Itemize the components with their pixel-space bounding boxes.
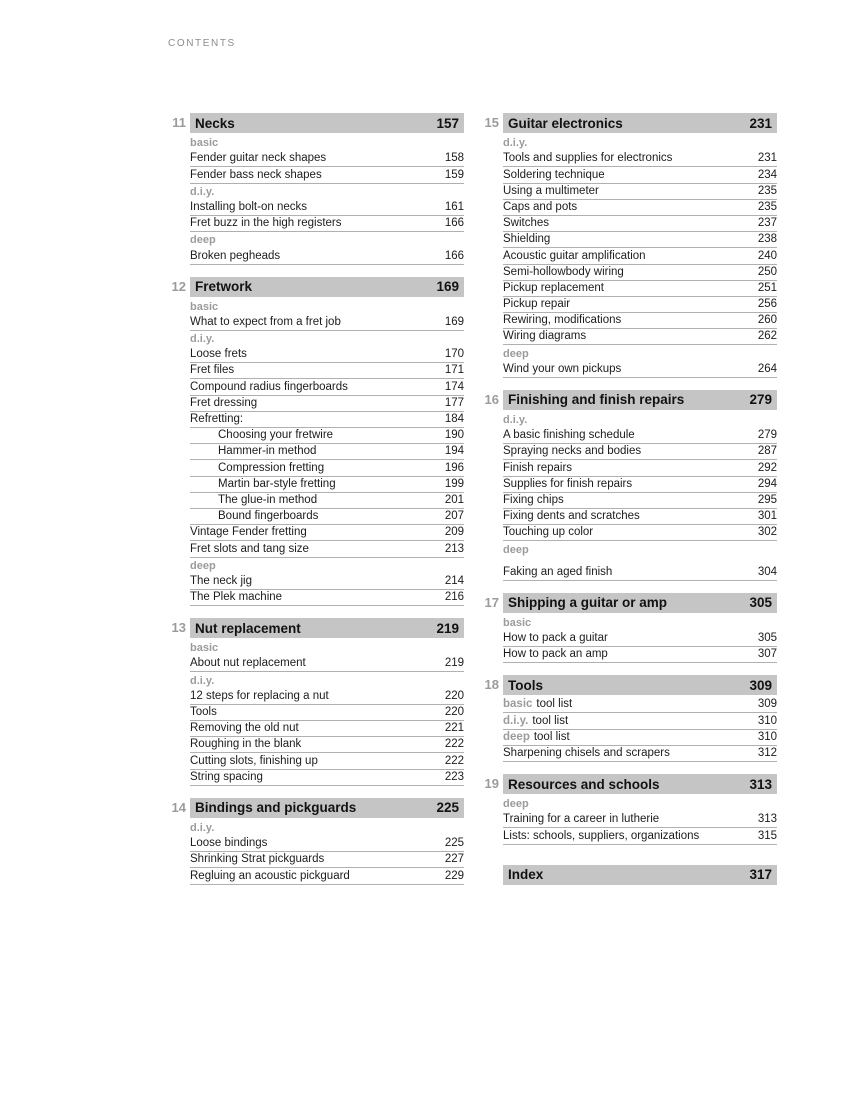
toc-section-label bbox=[190, 640, 464, 656]
toc-entry bbox=[190, 656, 464, 672]
toc-entry bbox=[190, 541, 464, 557]
toc-entry bbox=[190, 721, 464, 737]
chapter-rows bbox=[503, 796, 777, 845]
toc-section-label bbox=[190, 672, 464, 688]
chapter-rows bbox=[503, 412, 777, 581]
entry-page-number: 260 bbox=[757, 314, 777, 327]
chapter-title: Bindings and pickguards bbox=[195, 800, 357, 816]
toc-entry bbox=[503, 167, 777, 183]
entry-page-number: 304 bbox=[757, 565, 777, 578]
toc-entry bbox=[190, 216, 464, 232]
toc-section-label bbox=[503, 541, 777, 557]
chapter-19 bbox=[481, 774, 777, 845]
entry-page-number: 214 bbox=[444, 574, 464, 587]
section-label-text: basic bbox=[190, 137, 219, 150]
entry-page-number: 201 bbox=[444, 493, 464, 506]
toc-entry bbox=[190, 248, 464, 264]
section-label-text: d.i.y. bbox=[190, 333, 215, 346]
chapter-title: Necks bbox=[195, 115, 235, 131]
chapter-page-number: 157 bbox=[436, 115, 459, 131]
toc-section-label bbox=[190, 820, 464, 836]
toc-entry bbox=[503, 697, 777, 713]
entry-title: Shrinking Strat pickguards bbox=[190, 853, 325, 866]
entry-page-number: 213 bbox=[444, 542, 464, 555]
entry-title: Shielding bbox=[503, 233, 551, 246]
entry-title: String spacing bbox=[190, 770, 263, 783]
toc-entry bbox=[190, 737, 464, 753]
toc-entry bbox=[190, 590, 464, 606]
entry-page-number: 229 bbox=[444, 869, 464, 882]
entry-title: d.i.y. tool list bbox=[503, 714, 569, 727]
chapter-16 bbox=[481, 390, 777, 581]
toc-entry bbox=[190, 689, 464, 705]
entry-title: Caps and pots bbox=[503, 200, 578, 213]
toc-entry bbox=[503, 313, 777, 329]
entry-title: Finish repairs bbox=[503, 461, 573, 474]
toc-column-left bbox=[168, 113, 464, 897]
entry-title: Vintage Fender fretting bbox=[190, 526, 307, 539]
entry-title: Training for a career in lutherie bbox=[503, 813, 660, 826]
entry-page-number: 231 bbox=[757, 152, 777, 165]
section-label-text: d.i.y. bbox=[503, 414, 528, 426]
entry-page-number: 287 bbox=[757, 445, 777, 458]
entry-level-prefix: deep bbox=[503, 730, 530, 743]
chapter-header-bar bbox=[503, 593, 777, 613]
toc-entry bbox=[503, 329, 777, 345]
entry-page-number: 302 bbox=[757, 526, 777, 539]
toc-entry bbox=[190, 151, 464, 167]
toc-entry bbox=[503, 444, 777, 460]
entry-title: Wind your own pickups bbox=[503, 362, 622, 375]
entry-page-number: 166 bbox=[444, 217, 464, 230]
entry-page-number: 161 bbox=[444, 200, 464, 213]
toc-entry bbox=[503, 812, 777, 828]
entry-page-number: 227 bbox=[444, 853, 464, 866]
entry-page-number: 171 bbox=[444, 364, 464, 377]
entry-page-number: 196 bbox=[444, 461, 464, 474]
toc-entry bbox=[503, 428, 777, 444]
entry-title: Using a multimeter bbox=[503, 184, 599, 197]
entry-title: Faking an aged finish bbox=[503, 565, 613, 578]
chapter-title: Index bbox=[508, 867, 544, 883]
chapter-number: 18 bbox=[484, 677, 499, 693]
entry-page-number: 235 bbox=[757, 184, 777, 197]
entry-page-number: 309 bbox=[757, 698, 777, 711]
entry-title: Rewiring, modifications bbox=[503, 314, 622, 327]
toc-entry bbox=[190, 705, 464, 721]
entry-level-prefix: d.i.y. bbox=[503, 714, 529, 727]
entry-title: Loose bindings bbox=[190, 837, 268, 850]
entry-title: Fixing dents and scratches bbox=[503, 510, 640, 523]
toc-entry bbox=[503, 647, 777, 663]
chapter-header bbox=[481, 675, 777, 695]
entry-page-number: 301 bbox=[757, 510, 777, 523]
chapter-rows bbox=[190, 135, 464, 265]
toc-entry bbox=[190, 477, 464, 493]
entry-page-number: 222 bbox=[444, 738, 464, 751]
chapter-header bbox=[168, 618, 464, 638]
chapter-header-bar bbox=[503, 865, 777, 885]
chapter-header-bar bbox=[503, 774, 777, 794]
entry-page-number: 158 bbox=[444, 152, 464, 165]
toc-entry bbox=[503, 565, 777, 581]
chapter-header-bar bbox=[503, 113, 777, 133]
entry-page-number: 235 bbox=[757, 200, 777, 213]
entry-page-number: 240 bbox=[757, 249, 777, 262]
toc-section-label bbox=[190, 299, 464, 315]
chapter-13 bbox=[168, 618, 464, 786]
entry-title: Martin bar-style fretting bbox=[218, 477, 336, 490]
section-label-text: deep bbox=[503, 543, 529, 556]
entry-title: Pickup replacement bbox=[503, 281, 604, 294]
toc-entry bbox=[190, 412, 464, 428]
entry-page-number: 225 bbox=[444, 837, 464, 850]
chapter-header-bar bbox=[503, 675, 777, 695]
toc-column-right bbox=[481, 113, 777, 897]
entry-page-number: 237 bbox=[757, 217, 777, 230]
entry-title: Roughing in the blank bbox=[190, 738, 302, 751]
toc-entry bbox=[503, 151, 777, 167]
section-label-text: d.i.y. bbox=[503, 137, 528, 150]
toc-section-label bbox=[190, 558, 464, 574]
entry-page-number: 194 bbox=[444, 445, 464, 458]
entry-title: basic tool list bbox=[503, 698, 573, 711]
chapter-page-number: 219 bbox=[436, 620, 459, 636]
chapter-header-bar bbox=[503, 390, 777, 410]
entry-title: Cutting slots, finishing up bbox=[190, 754, 318, 767]
toc-entry bbox=[503, 477, 777, 493]
chapter-number: 16 bbox=[484, 391, 499, 407]
entry-page-number: 313 bbox=[757, 813, 777, 826]
chapter-page-number: 309 bbox=[749, 677, 772, 693]
entry-page-number: 234 bbox=[757, 168, 777, 181]
entry-title: Fender guitar neck shapes bbox=[190, 152, 327, 165]
entry-title: Compression fretting bbox=[218, 461, 325, 474]
entry-title: How to pack a guitar bbox=[503, 632, 608, 645]
entry-title: Bound fingerboards bbox=[218, 510, 319, 523]
section-label-text: deep bbox=[190, 234, 216, 247]
toc-section-label bbox=[503, 615, 777, 631]
toc-entry bbox=[190, 444, 464, 460]
entry-page-number: 262 bbox=[757, 330, 777, 343]
entry-page-number: 184 bbox=[444, 413, 464, 425]
chapter-11 bbox=[168, 113, 464, 265]
entry-title: Removing the old nut bbox=[190, 722, 299, 735]
entry-title: The neck jig bbox=[190, 574, 253, 587]
chapter-page-number: 305 bbox=[749, 595, 772, 611]
chapter-number: 15 bbox=[484, 115, 499, 130]
entry-page-number: 223 bbox=[444, 770, 464, 783]
toc-entry bbox=[190, 200, 464, 216]
toc-entry bbox=[503, 631, 777, 647]
chapter-number: 14 bbox=[171, 799, 186, 815]
chapter-page-number: 313 bbox=[749, 776, 772, 792]
entry-title: Fret buzz in the high registers bbox=[190, 217, 342, 230]
toc-section-label bbox=[190, 232, 464, 248]
entry-page-number: 312 bbox=[757, 747, 777, 759]
entry-title: deep tool list bbox=[503, 730, 570, 743]
entry-title: Tools bbox=[190, 706, 217, 718]
chapter-header bbox=[481, 113, 777, 133]
entry-level-prefix: basic bbox=[503, 698, 533, 711]
chapter-number: 17 bbox=[484, 594, 499, 610]
entry-title: Fret dressing bbox=[190, 396, 258, 409]
toc-entry bbox=[503, 730, 777, 746]
chapter-rows bbox=[503, 697, 777, 762]
entry-title: Wiring diagrams bbox=[503, 330, 587, 343]
toc-entry bbox=[190, 868, 464, 884]
entry-title: Touching up color bbox=[503, 526, 594, 539]
entry-page-number: 315 bbox=[757, 829, 777, 842]
entry-page-number: 209 bbox=[444, 526, 464, 539]
entry-title: Supplies for finish repairs bbox=[503, 477, 633, 490]
entry-title: Fret files bbox=[190, 364, 235, 377]
chapter-header bbox=[168, 113, 464, 133]
chapter-title: Guitar electronics bbox=[508, 115, 623, 131]
entry-page-number: 169 bbox=[444, 315, 464, 328]
toc-entry bbox=[503, 713, 777, 729]
chapter-header bbox=[481, 593, 777, 613]
chapter-index bbox=[481, 865, 777, 885]
entry-title: A basic finishing schedule bbox=[503, 429, 635, 442]
entry-title: What to expect from a fret job bbox=[190, 315, 341, 328]
section-label-text: deep bbox=[503, 347, 529, 360]
entry-title: Loose frets bbox=[190, 348, 247, 361]
chapter-rows bbox=[190, 820, 464, 885]
chapter-number bbox=[481, 865, 499, 885]
entry-page-number: 305 bbox=[757, 632, 777, 645]
entry-page-number: 264 bbox=[757, 362, 777, 375]
chapter-rows bbox=[503, 615, 777, 664]
chapter-rows bbox=[190, 299, 464, 607]
toc-entry bbox=[190, 770, 464, 786]
entry-title: Regluing an acoustic pickguard bbox=[190, 869, 350, 882]
entry-page-number: 238 bbox=[757, 233, 777, 246]
entry-title: Hammer-in method bbox=[218, 445, 317, 458]
toc-entry bbox=[190, 574, 464, 590]
toc-entry bbox=[503, 362, 777, 378]
entry-title: Sharpening chisels and scrapers bbox=[503, 747, 670, 759]
chapter-header bbox=[481, 774, 777, 794]
toc-entry bbox=[503, 493, 777, 509]
page-title: CONTENTS bbox=[168, 38, 236, 49]
toc-entry bbox=[190, 315, 464, 331]
entry-title: Switches bbox=[503, 217, 550, 230]
chapter-number: 13 bbox=[171, 620, 186, 636]
chapter-14 bbox=[168, 798, 464, 885]
toc-entry bbox=[190, 167, 464, 183]
entry-page-number: 159 bbox=[444, 168, 464, 181]
chapter-header bbox=[168, 277, 464, 297]
entry-page-number: 292 bbox=[757, 461, 777, 474]
toc-entry bbox=[503, 265, 777, 281]
chapter-page-number: 279 bbox=[749, 392, 772, 408]
entry-page-number: 307 bbox=[757, 648, 777, 661]
section-label-text: d.i.y. bbox=[190, 674, 215, 687]
chapter-12 bbox=[168, 277, 464, 607]
toc-entry bbox=[190, 347, 464, 363]
chapter-15 bbox=[481, 113, 777, 378]
toc-entry bbox=[503, 297, 777, 313]
entry-title: Installing bolt-on necks bbox=[190, 200, 307, 213]
entry-title: Choosing your fretwire bbox=[218, 429, 334, 442]
entry-page-number: 310 bbox=[757, 714, 777, 727]
entry-title: The glue-in method bbox=[218, 493, 318, 506]
entry-page-number: 174 bbox=[444, 380, 464, 393]
toc-entry bbox=[503, 184, 777, 200]
toc-section-label bbox=[503, 412, 777, 428]
entry-title: Spraying necks and bodies bbox=[503, 445, 642, 458]
entry-title: Acoustic guitar amplification bbox=[503, 249, 646, 262]
chapter-number: 19 bbox=[484, 776, 499, 791]
chapter-number: 12 bbox=[171, 278, 186, 294]
toc-entry bbox=[190, 509, 464, 525]
chapter-number: 11 bbox=[172, 115, 186, 130]
entry-title: Fender bass neck shapes bbox=[190, 168, 322, 181]
chapter-page-number: 317 bbox=[749, 867, 772, 883]
chapter-header bbox=[481, 865, 777, 885]
toc-entry bbox=[503, 460, 777, 476]
toc-entry bbox=[190, 852, 464, 868]
toc-entry bbox=[503, 525, 777, 541]
entry-page-number: 216 bbox=[444, 591, 464, 604]
entry-page-number: 170 bbox=[444, 348, 464, 361]
toc-entry bbox=[190, 363, 464, 379]
entry-page-number: 220 bbox=[444, 689, 464, 702]
toc-entry bbox=[190, 460, 464, 476]
chapter-rows bbox=[190, 640, 464, 786]
toc-entry bbox=[503, 281, 777, 297]
toc-entry bbox=[503, 509, 777, 525]
chapter-title: Nut replacement bbox=[195, 620, 301, 636]
entry-title: How to pack an amp bbox=[503, 648, 608, 661]
toc-entry bbox=[190, 525, 464, 541]
entry-page-number: 219 bbox=[444, 657, 464, 670]
entry-title: Refretting: bbox=[190, 413, 244, 425]
chapter-header bbox=[168, 798, 464, 818]
entry-title: Semi-hollowbody wiring bbox=[503, 265, 624, 278]
section-label-text: basic bbox=[190, 300, 219, 313]
toc-entry bbox=[190, 379, 464, 395]
toc-entry bbox=[503, 232, 777, 248]
entry-page-number: 250 bbox=[757, 265, 777, 278]
chapter-header-bar bbox=[190, 277, 464, 297]
chapter-page-number: 225 bbox=[436, 800, 459, 816]
chapter-header-bar bbox=[190, 618, 464, 638]
chapter-title: Tools bbox=[508, 677, 543, 693]
entry-page-number: 295 bbox=[757, 493, 777, 506]
section-label-text: d.i.y. bbox=[190, 185, 215, 198]
entry-title: Fixing chips bbox=[503, 493, 564, 506]
entry-page-number: 279 bbox=[757, 429, 777, 442]
entry-page-number: 207 bbox=[444, 510, 464, 523]
toc-entry bbox=[190, 428, 464, 444]
entry-title: Pickup repair bbox=[503, 298, 571, 311]
chapter-header-bar bbox=[190, 113, 464, 133]
section-label-text: deep bbox=[190, 559, 216, 572]
toc-entry bbox=[503, 200, 777, 216]
entry-page-number: 166 bbox=[444, 249, 464, 262]
toc-entry bbox=[190, 836, 464, 852]
entry-page-number: 310 bbox=[757, 730, 777, 743]
chapter-rows bbox=[503, 135, 777, 378]
chapter-title: Finishing and finish repairs bbox=[508, 392, 685, 408]
entry-title: About nut replacement bbox=[190, 657, 306, 670]
entry-page-number: 294 bbox=[757, 477, 777, 490]
entry-page-number: 251 bbox=[757, 281, 777, 294]
chapter-title: Resources and schools bbox=[508, 776, 660, 792]
toc-entry bbox=[190, 396, 464, 412]
chapter-17 bbox=[481, 593, 777, 664]
toc-entry bbox=[503, 216, 777, 232]
entry-title: Lists: schools, suppliers, organizations bbox=[503, 829, 700, 842]
entry-title: Tools and supplies for electronics bbox=[503, 152, 673, 165]
entry-title: Fret slots and tang size bbox=[190, 542, 309, 555]
chapter-title: Fretwork bbox=[195, 279, 253, 294]
toc-section-label bbox=[190, 331, 464, 347]
section-label-text: d.i.y. bbox=[190, 821, 215, 834]
toc-entry bbox=[503, 248, 777, 264]
chapter-18 bbox=[481, 675, 777, 762]
chapter-page-number: 169 bbox=[436, 279, 459, 294]
entry-page-number: 190 bbox=[444, 429, 464, 442]
entry-page-number: 221 bbox=[444, 722, 464, 735]
toc-entry bbox=[503, 828, 777, 844]
section-label-text: basic bbox=[190, 642, 219, 655]
chapter-header bbox=[481, 390, 777, 410]
toc-section-label bbox=[503, 135, 777, 151]
section-label-text: basic bbox=[503, 616, 532, 629]
entry-page-number: 177 bbox=[444, 396, 464, 409]
toc-entry bbox=[190, 493, 464, 509]
entry-title: Broken pegheads bbox=[190, 249, 281, 262]
entry-title: The Plek machine bbox=[190, 591, 283, 604]
toc-section-label bbox=[190, 184, 464, 200]
section-label-text: deep bbox=[503, 798, 529, 811]
chapter-page-number: 231 bbox=[749, 115, 772, 131]
entry-title: Compound radius fingerboards bbox=[190, 380, 348, 393]
entry-page-number: 220 bbox=[444, 706, 464, 718]
entry-page-number: 199 bbox=[444, 477, 464, 490]
chapter-header-bar bbox=[190, 798, 464, 818]
toc-section-label bbox=[503, 796, 777, 812]
entry-title: 12 steps for replacing a nut bbox=[190, 689, 329, 702]
entry-page-number: 256 bbox=[757, 298, 777, 311]
toc-section-label bbox=[503, 345, 777, 361]
entry-title: Soldering technique bbox=[503, 168, 605, 181]
chapter-title: Shipping a guitar or amp bbox=[508, 595, 668, 611]
toc-entry bbox=[503, 746, 777, 762]
toc-section-label bbox=[190, 135, 464, 151]
entry-page-number: 222 bbox=[444, 754, 464, 767]
toc-entry bbox=[190, 753, 464, 769]
